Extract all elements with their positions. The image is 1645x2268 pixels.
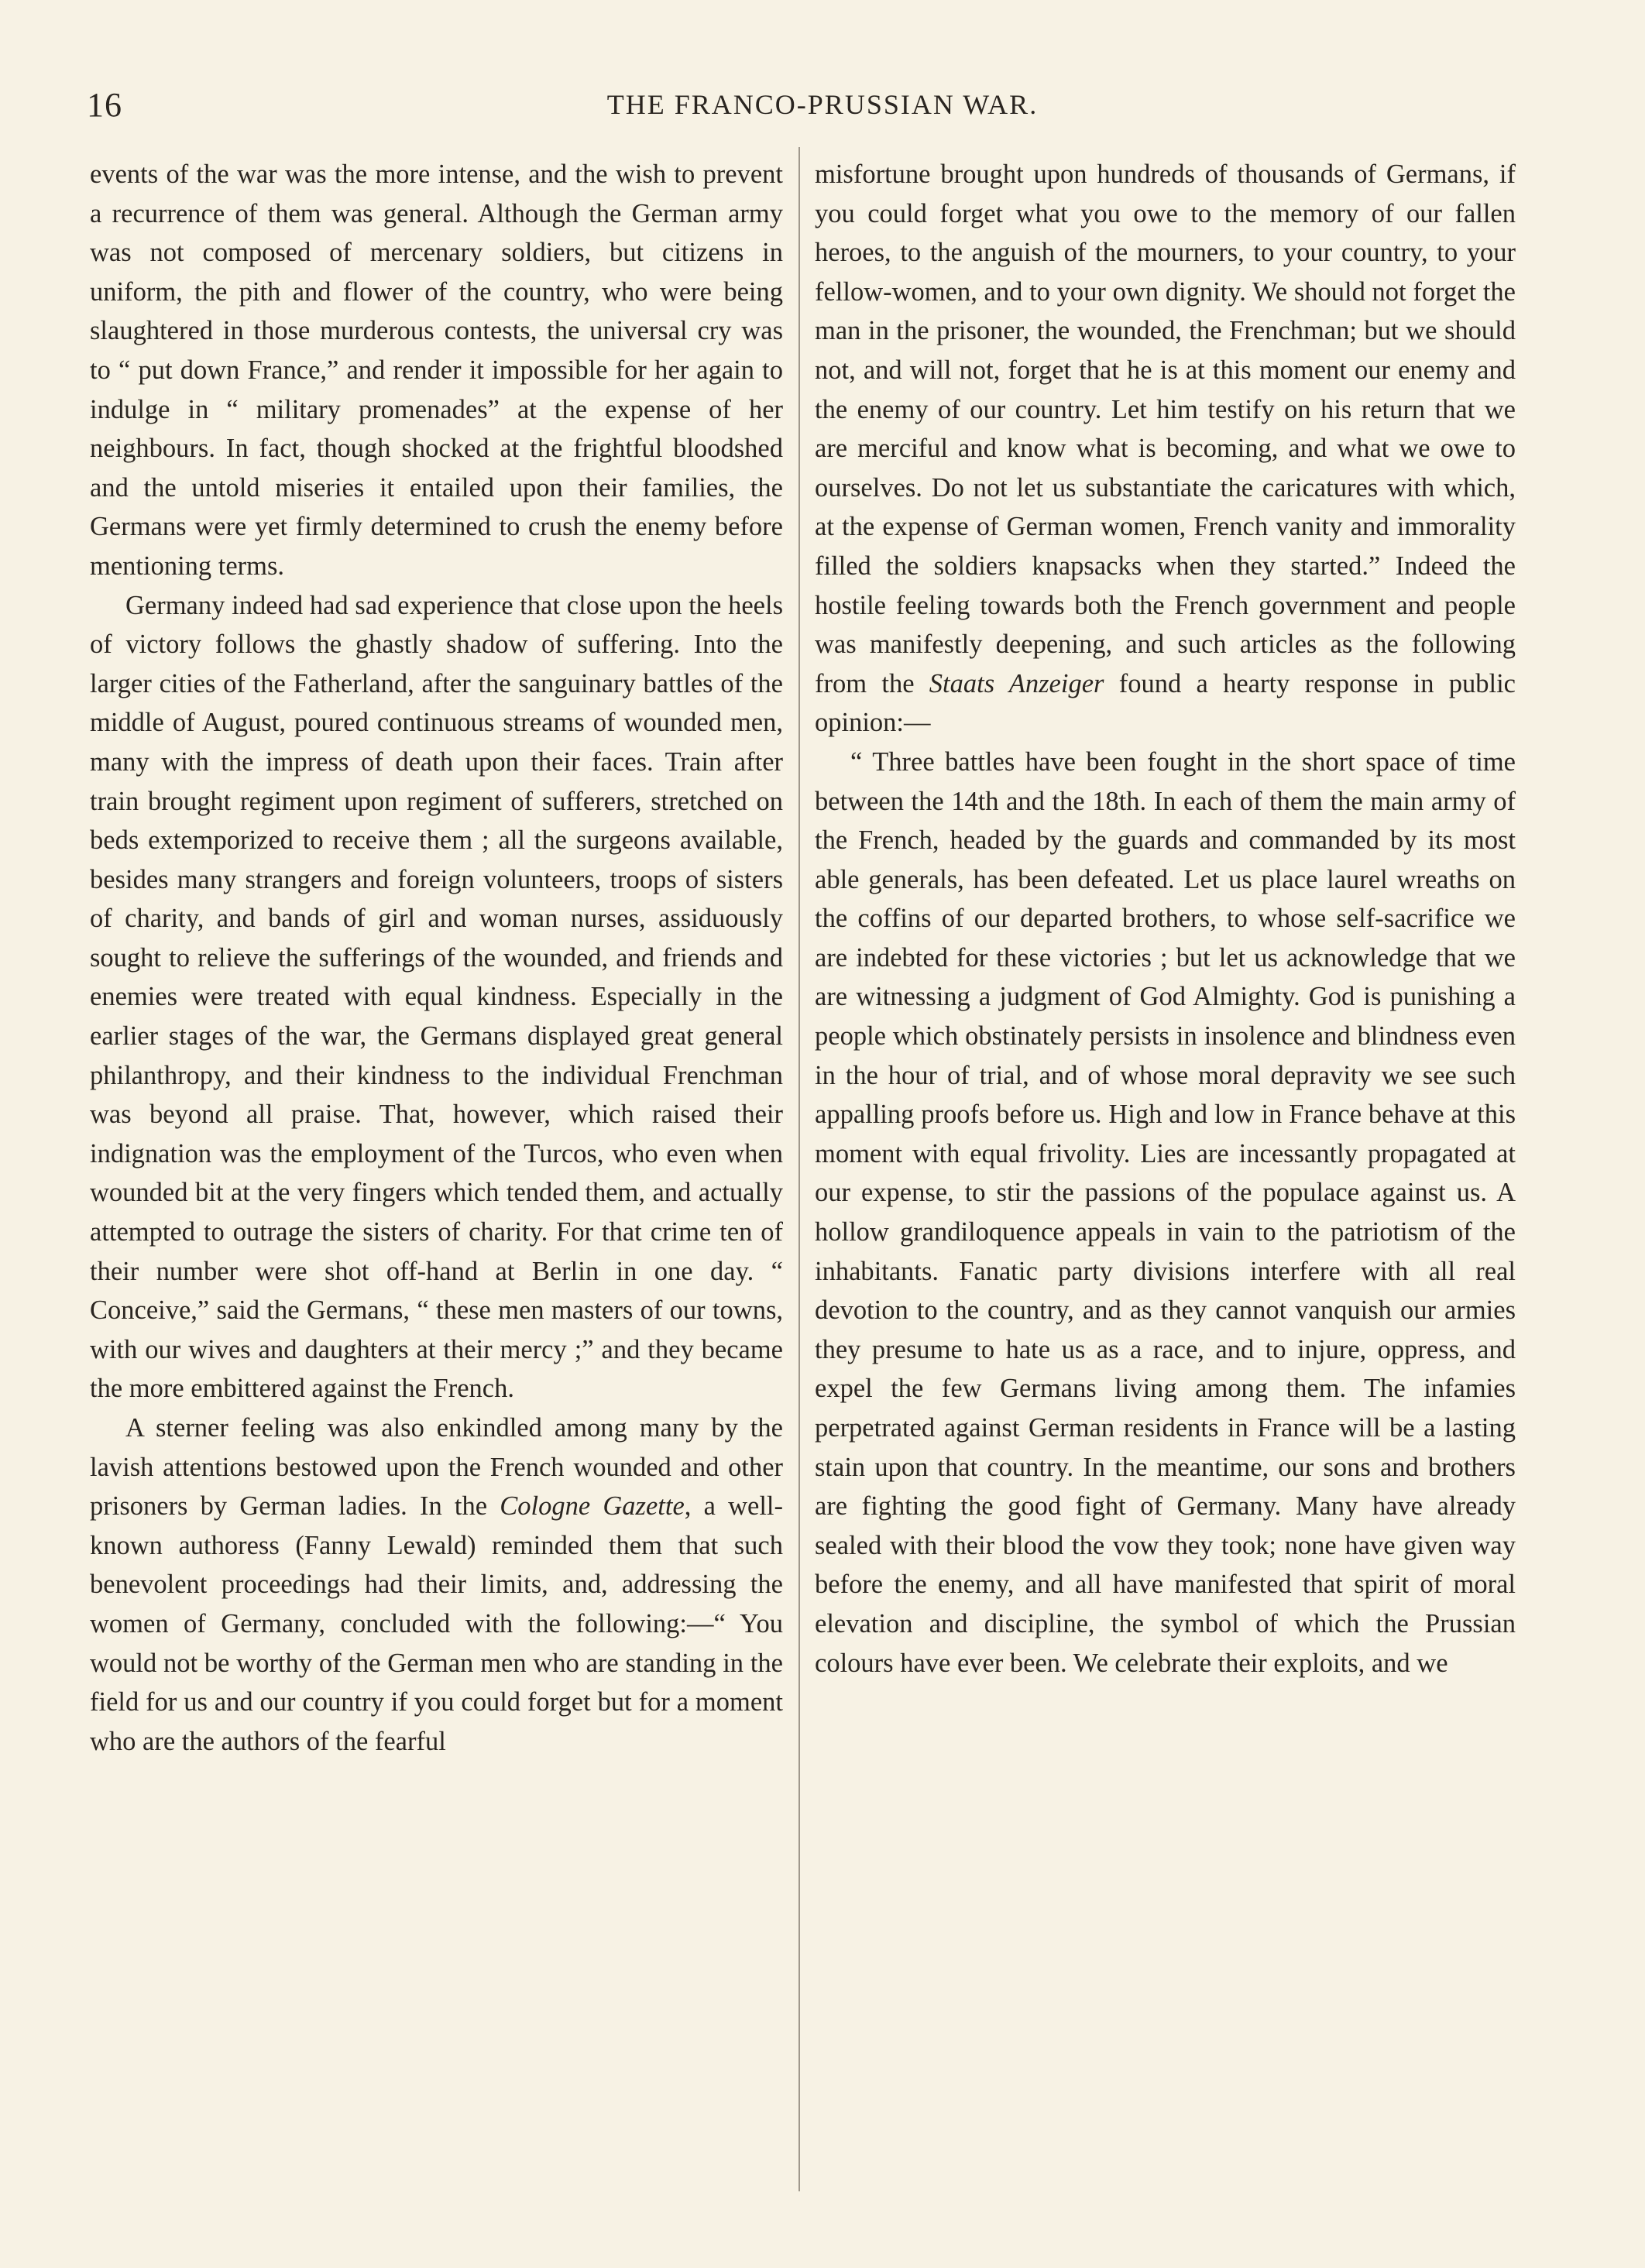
running-title: THE FRANCO-PRUSSIAN WAR. xyxy=(606,89,1039,120)
paragraph: “ Three battles have been fought in the short space of time between the 14th and the 18th. In each of them the main army of the French, headed by the guards and commanded by its most able generals, has been defeated. Let us place laurel wreaths on the coffins of our departed brothers, to whose self-sacrifice we are indebted for these victories ; but let us acknowledge that we are witnessing a judgment of God Almighty. God is punishing a people which obstinately persists in insolence and blindness even in the hour of trial, and of whose moral depravity we see such appalling proofs before us. High and low in France behave at this moment with equal frivolity. Lies are incessantly propagated at our expense, to stir the passions of the populace against us. A hollow grandiloquence appeals in vain to the patriotism of the inhabitants. Fanatic party divisions interfere with all real devotion to the country, and as they cannot vanquish our armies they presume to hate us as a race, and to injure, oppress, and expel the few Germans living among them. The infamies perpetrated against German residents in France will be a lasting stain upon that country. In the meantime, our sons and brothers are fighting the good fight of Germany. Many have already sealed with their blood the vow they took; none have given way before the enemy, and all have manifested that spirit of moral elevation and discipline, the symbol of which the Prussian colours have ever been. We celebrate their exploits, and we xyxy=(815,746,1516,1678)
paragraph: Germany indeed had sad experience that close upon the heels of victory follows the ghastly shadow of suffering. Into the larger cities of the Fatherland, after the sanguinary battles of the middle of August, poured continuous streams of wounded men, many with the impress of death upon their faces. Train after train brought regiment upon regiment of sufferers, stretched on beds extemporized to receive them ; all the surgeons available, besides many strangers and foreign volunteers, troops of sisters of charity, and bands of girl and woman nurses, assiduously sought to relieve the sufferings of the wounded, and friends and enemies were treated with equal kindness. Especially in the earlier stages of the war, the Germans displayed great general philanthropy, and their kindness to the individual Frenchman was beyond all praise. That, however, which raised their indignation was the employment of the Turcos, who even when wounded bit at the very fingers which tended them, and actually attempted to outrage the sisters of charity. For that crime ten of their number were shot off-hand at Berlin in one day. “ Conceive,” said the Germans, “ these men masters of our towns, with our wives and daughters at their mercy ;” and they became the more embittered against the French. xyxy=(90,590,783,1404)
text-run: misfortune brought upon hundreds of thousands of Germans, if you could forget what you owe to the memory of our fallen heroes, to the anguish of the mourners, to your country, to your fellow-women, and to your own dignity. We should not forget the man in the prisoner, the wounded, the Frenchman; but we should not, and will not, forget that he is at this moment our enemy and the enemy of our country. Let him testify on his return that we are merciful and know what is becoming, and what we owe to ourselves. Do not let us substantiate the caricatures with which, at the expense of German women, French vanity and immorality filled the soldiers knapsacks when they started.” Indeed the hostile feeling towards both the French government and people was manifestly deepening, and such articles as the following from the xyxy=(815,160,1516,698)
text-run: , a well-known authoress (Fanny Lewald) reminded them that such benevolent proceedings had their limits, and, addressing the women of Germany, concluded with the following:—“ You would not be worthy of the German men who are standing in the field for us and our country if you could forget but for a moment who are the authors of the fearful xyxy=(90,1491,783,1756)
text-run: found a hearty response in public opinion:— xyxy=(815,668,1516,738)
left-column xyxy=(90,155,783,2215)
paragraph xyxy=(90,1408,783,1761)
newspaper-title: Staats Anzeiger xyxy=(929,668,1104,698)
paragraph xyxy=(815,155,1516,743)
newspaper-title: Cologne Gazette xyxy=(500,1491,685,1522)
text-run: A sterner feeling was also enkindled among many by the lavish attentions bestowed upon the French wounded and other prisoners by German ladies. In the xyxy=(90,1413,783,1522)
right-column xyxy=(815,155,1516,2215)
column-divider xyxy=(798,147,800,2191)
page-number: 16 xyxy=(87,86,122,124)
paragraph: events of the war was the more intense, and the wish to prevent a recurrence of them was general. Although the German army was not composed of mercenary soldiers, but citizens in uniform, the pith and flower of the country, who were being slaughtered in those murderous contests, the universal cry was to “ put down France,” and render it impossible for her again to indulge in “ military promenades” at the expense of her neighbours. In fact, though shocked at the frightful bloodshed and the untold miseries it entailed upon their families, the Germans were yet firmly determined to crush the enemy before mentioning terms. xyxy=(90,160,783,581)
